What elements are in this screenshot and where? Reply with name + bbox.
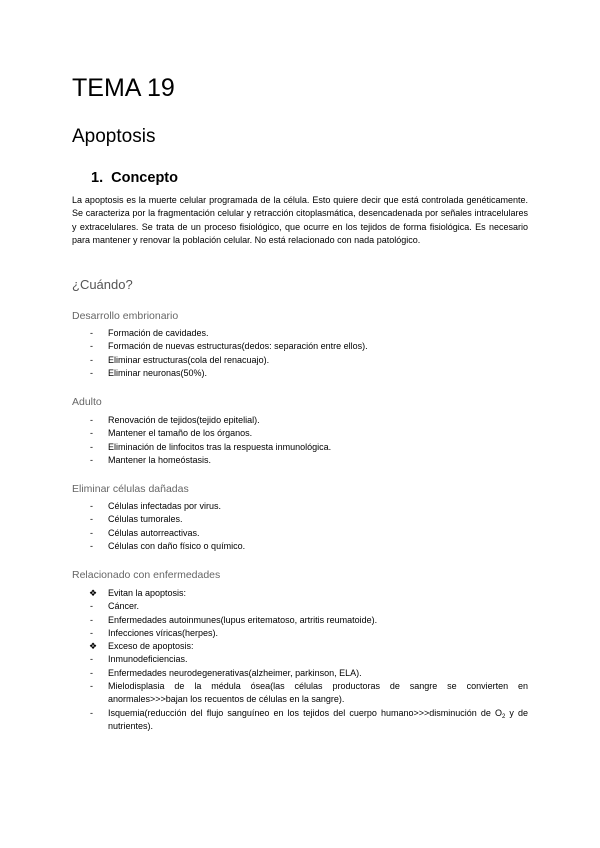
dash-marker: - <box>90 681 93 692</box>
diamond-bullet-icon: ❖ <box>89 588 98 598</box>
list-danadas <box>72 500 528 553</box>
concept-paragraph: La apoptosis es la muerte celular programada de la célula. Esto quiere decir que está controlada genéticamente. Se caracteriza por la fragmentación celular y retracción citoplasmática, desencadenada por señales intracelulares y extracelulares. Se trata de un proceso fisiológico, que ocurre en los tejidos de forma fisiológica. Es necesario para mantener y renovar la población celular. No está relacionado con nada patológico. <box>72 195 528 245</box>
dash-marker: - <box>90 415 93 425</box>
list-item: - Isquemia(reducción del flujo sanguíneo en los tejidos del cuerpo humano>>>disminución de $O_2$ y de nutrientes). <box>90 707 528 731</box>
list-item: - Células autorreactivas. <box>72 527 528 540</box>
list-item: - Eliminar neuronas(50%). <box>72 367 528 380</box>
list-item: - Células infectadas por virus. <box>72 500 528 513</box>
list-adulto <box>72 414 528 467</box>
list-item: - Eliminar estructuras(cola del renacuajo). <box>72 354 528 367</box>
list-item: - Células con daño físico o químico. <box>72 540 528 553</box>
dash-marker: - <box>90 514 93 525</box>
list-item: - Renovación de tejidos(tejido epitelial). <box>72 414 528 427</box>
dash-marker: - <box>90 454 93 465</box>
list-item: - Inmunodeficiencias. <box>72 653 528 666</box>
dash-marker: - <box>90 328 93 338</box>
dash-marker: - <box>90 367 93 378</box>
diamond-bullet-icon: ❖ <box>89 641 98 652</box>
dash-marker: - <box>90 601 93 612</box>
subheading-enfermedades: Relacionado con enfermedades <box>72 569 221 581</box>
subheading-adulto: Adulto <box>72 396 102 408</box>
dash-marker: - <box>90 614 93 625</box>
list-item: - Enfermedades autoinmunes(lupus eritematoso, artritis reumatoide). <box>72 614 528 627</box>
dash-marker: - <box>90 428 93 439</box>
dash-marker: - <box>90 540 93 551</box>
list-item: - Mielodisplasia de la médula ósea(las células productoras de sangre se convierten en anormales>>>bajan los recuentos de células en la sangre). <box>90 681 528 705</box>
dash-marker: - <box>90 341 93 352</box>
section-number: 1. <box>91 170 104 186</box>
list-item: - Enfermedades neurodegenerativas(alzheimer, parkinson, ELA). <box>72 667 528 680</box>
dash-marker: - <box>90 667 93 678</box>
dash-marker: - <box>90 627 93 638</box>
list-item-exceso: ❖ Exceso de apoptosis: <box>72 640 528 653</box>
list-item-evitan: ❖ Evitan la apoptosis: <box>72 587 528 600</box>
list-enfermedades <box>72 587 528 733</box>
list-item: - Cáncer. <box>72 600 528 613</box>
section-heading <box>91 169 178 187</box>
subheading-danadas: Eliminar células dañadas <box>72 483 189 495</box>
dash-marker: - <box>90 354 93 365</box>
subheading-embrionario: Desarrollo embrionario <box>72 310 179 322</box>
list-item: - Eliminación de linfocitos tras la respuesta inmunológica. <box>72 441 528 454</box>
list-item: - Infecciones víricas(herpes). <box>72 627 528 640</box>
list-item: - Células tumorales. <box>72 513 528 526</box>
dash-marker: - <box>90 441 93 452</box>
dash-marker: - <box>90 707 93 718</box>
dash-marker: - <box>90 654 93 665</box>
list-item: - Mantener el tamaño de los órganos. <box>72 427 528 440</box>
when-heading: ¿Cuándo? <box>72 277 133 292</box>
list-embrionario <box>72 327 528 380</box>
section-title: Concepto <box>111 170 178 186</box>
document-title: TEMA 19 <box>72 74 175 102</box>
topic-heading: Apoptosis <box>72 126 156 147</box>
list-item: - Formación de nuevas estructuras(dedos: separación entre ellos). <box>72 340 528 353</box>
list-item: - Formación de cavidades. <box>72 327 528 340</box>
list-item: - Mantener la homeóstasis. <box>72 454 528 467</box>
dash-marker: - <box>90 501 93 511</box>
dash-marker: - <box>90 527 93 538</box>
